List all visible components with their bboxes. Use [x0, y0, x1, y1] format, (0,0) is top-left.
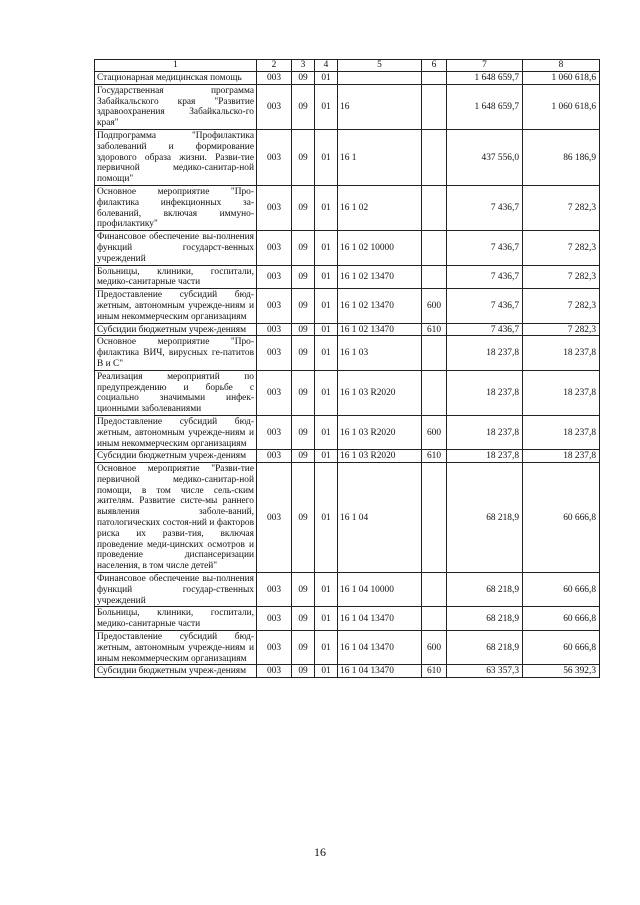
table-row: [95, 289, 600, 323]
amount-cell: 60 666,8: [523, 573, 600, 607]
admin-code-cell: 003: [257, 450, 292, 463]
target-article-cell: 16 1 02 13470: [338, 265, 422, 289]
section-cell: 09: [292, 231, 315, 265]
section-cell: 09: [292, 72, 315, 85]
target-article-cell: 16 1 04 13470: [338, 607, 422, 631]
subsection-cell: 01: [315, 129, 338, 185]
subsection-cell: 01: [315, 265, 338, 289]
row-name-cell: Стационарная медицинская помощь: [95, 72, 257, 85]
section-cell: 09: [292, 336, 315, 370]
amount-cell: 7 282,3: [523, 185, 600, 230]
admin-code-cell: 003: [257, 265, 292, 289]
amount-cell: 56 392,3: [523, 665, 600, 678]
table-row: [95, 84, 600, 129]
page-number: 16: [314, 845, 326, 859]
target-article-cell: 16 1 02 10000: [338, 231, 422, 265]
subsection-cell: 01: [315, 72, 338, 85]
subsection-cell: 01: [315, 415, 338, 449]
amount-cell: 7 282,3: [523, 323, 600, 336]
amount-cell: 1 060 618,6: [523, 72, 600, 85]
expense-type-cell: [422, 370, 447, 415]
expense-type-cell: 610: [422, 665, 447, 678]
section-cell: 09: [292, 289, 315, 323]
section-cell: 09: [292, 573, 315, 607]
table-row: [95, 665, 600, 678]
subsection-cell: 01: [315, 631, 338, 665]
target-article-cell: 16 1: [338, 129, 422, 185]
amount-cell: 63 357,3: [447, 665, 523, 678]
header-cell: 8: [523, 60, 600, 72]
table-row: [95, 231, 600, 265]
expense-type-cell: [422, 185, 447, 230]
row-name-cell: Субсидии бюджетным учреж-дениям: [95, 665, 257, 678]
header-cell: 7: [447, 60, 523, 72]
target-article-cell: 16 1 04 10000: [338, 573, 422, 607]
amount-cell: 18 237,8: [523, 450, 600, 463]
amount-cell: 1 648 659,7: [447, 84, 523, 129]
row-name-cell: Основное мероприятие "Про-филактика инфекционных за-болеваний, включая иммуно-профилактику": [95, 185, 257, 230]
expense-type-cell: [422, 265, 447, 289]
expense-type-cell: [422, 72, 447, 85]
expense-type-cell: 600: [422, 631, 447, 665]
admin-code-cell: 003: [257, 72, 292, 85]
amount-cell: 7 282,3: [523, 231, 600, 265]
subsection-cell: 01: [315, 84, 338, 129]
budget-table: [94, 59, 600, 678]
row-name-cell: Предоставление субсидий бюд-жетным, автономным учрежде-ниям и иным некоммерческим организациям: [95, 415, 257, 449]
row-name-cell: Государственная программа Забайкальского края "Развитие здравоохранения Забайкальско-го края": [95, 84, 257, 129]
section-cell: 09: [292, 665, 315, 678]
header-cell: 1: [95, 60, 257, 72]
amount-cell: 7 282,3: [523, 289, 600, 323]
table-row: [95, 450, 600, 463]
admin-code-cell: 003: [257, 607, 292, 631]
table-row: [95, 607, 600, 631]
amount-cell: 1 060 618,6: [523, 84, 600, 129]
section-cell: 09: [292, 265, 315, 289]
expense-type-cell: [422, 336, 447, 370]
section-cell: 09: [292, 463, 315, 573]
row-name-cell: Субсидии бюджетным учреж-дениям: [95, 450, 257, 463]
header-cell: 6: [422, 60, 447, 72]
section-cell: 09: [292, 129, 315, 185]
amount-cell: 18 237,8: [523, 370, 600, 415]
amount-cell: 18 237,8: [447, 415, 523, 449]
table-row: [95, 370, 600, 415]
amount-cell: 7 282,3: [523, 265, 600, 289]
table-row: [95, 72, 600, 85]
table-row: [95, 631, 600, 665]
header-cell: 3: [292, 60, 315, 72]
row-name-cell: Финансовое обеспечение вы-полнения функций государ-ственных учреждений: [95, 573, 257, 607]
table-row: [95, 573, 600, 607]
admin-code-cell: 003: [257, 631, 292, 665]
amount-cell: 18 237,8: [447, 370, 523, 415]
target-article-cell: 16 1 03 R2020: [338, 450, 422, 463]
section-cell: 09: [292, 84, 315, 129]
expense-type-cell: [422, 84, 447, 129]
expense-type-cell: 600: [422, 415, 447, 449]
row-name-cell: Основное мероприятие "Про-филактика ВИЧ, вирусных ге-патитов В и С": [95, 336, 257, 370]
target-article-cell: 16 1 03 R2020: [338, 370, 422, 415]
amount-cell: 7 436,7: [447, 289, 523, 323]
amount-cell: 68 218,9: [447, 631, 523, 665]
section-cell: 09: [292, 450, 315, 463]
amount-cell: 1 648 659,7: [447, 72, 523, 85]
admin-code-cell: 003: [257, 665, 292, 678]
section-cell: 09: [292, 323, 315, 336]
row-name-cell: Предоставление субсидий бюд-жетным, автономным учрежде-ниям и иным некоммерческим организациям: [95, 289, 257, 323]
header-cell: 5: [338, 60, 422, 72]
header-cell: 2: [257, 60, 292, 72]
table-row: [95, 185, 600, 230]
expense-type-cell: 610: [422, 450, 447, 463]
table-row: [95, 415, 600, 449]
admin-code-cell: 003: [257, 415, 292, 449]
table-row: [95, 265, 600, 289]
admin-code-cell: 003: [257, 323, 292, 336]
subsection-cell: 01: [315, 231, 338, 265]
amount-cell: 18 237,8: [447, 336, 523, 370]
admin-code-cell: 003: [257, 231, 292, 265]
subsection-cell: 01: [315, 370, 338, 415]
target-article-cell: 16 1 04: [338, 463, 422, 573]
amount-cell: 60 666,8: [523, 631, 600, 665]
target-article-cell: [338, 72, 422, 85]
row-name-cell: Реализация мероприятий по предупреждению и борьбе с социально значимыми инфек-ционными заболеваниями: [95, 370, 257, 415]
section-cell: 09: [292, 607, 315, 631]
subsection-cell: 01: [315, 607, 338, 631]
row-name-cell: Больницы, клиники, госпитали, медико-санитарные части: [95, 607, 257, 631]
row-name-cell: Основное мероприятие "Разви-тие первичной медико-санитар-ной помощи, в том числе сель-ским жителям. Развитие систе-мы раннего выявления заболе-ваний, патологических состоя-ний и факторов риска их разви-тия, включая проведение меди-цинских осмотров и проведение диспансеризации населения, в том числе детей": [95, 463, 257, 573]
row-name-cell: Финансовое обеспечение вы-полнения функций государст-венных учреждений: [95, 231, 257, 265]
subsection-cell: 01: [315, 665, 338, 678]
admin-code-cell: 003: [257, 370, 292, 415]
target-article-cell: 16: [338, 84, 422, 129]
section-cell: 09: [292, 631, 315, 665]
expense-type-cell: [422, 463, 447, 573]
amount-cell: 60 666,8: [523, 607, 600, 631]
expense-type-cell: 600: [422, 289, 447, 323]
row-name-cell: Субсидии бюджетным учреж-дениям: [95, 323, 257, 336]
expense-type-cell: [422, 129, 447, 185]
admin-code-cell: 003: [257, 289, 292, 323]
target-article-cell: 16 1 02 13470: [338, 323, 422, 336]
amount-cell: 7 436,7: [447, 231, 523, 265]
amount-cell: 18 237,8: [523, 415, 600, 449]
header-cell: 4: [315, 60, 338, 72]
amount-cell: 18 237,8: [523, 336, 600, 370]
row-name-cell: Подпрограмма "Профилактика заболеваний и формирование здорового образа жизни. Разви-тие первичной медико-санитар-ной помощи": [95, 129, 257, 185]
amount-cell: 18 237,8: [447, 450, 523, 463]
admin-code-cell: 003: [257, 185, 292, 230]
expense-type-cell: [422, 573, 447, 607]
admin-code-cell: 003: [257, 129, 292, 185]
target-article-cell: 16 1 02: [338, 185, 422, 230]
admin-code-cell: 003: [257, 573, 292, 607]
subsection-cell: 01: [315, 336, 338, 370]
target-article-cell: 16 1 04 13470: [338, 665, 422, 678]
row-name-cell: Предоставление субсидий бюд-жетным, автономным учрежде-ниям и иным некоммерческим организациям: [95, 631, 257, 665]
target-article-cell: 16 1 02 13470: [338, 289, 422, 323]
table-row: [95, 323, 600, 336]
amount-cell: 7 436,7: [447, 185, 523, 230]
target-article-cell: 16 1 04 13470: [338, 631, 422, 665]
subsection-cell: 01: [315, 463, 338, 573]
expense-type-cell: [422, 607, 447, 631]
amount-cell: 86 186,9: [523, 129, 600, 185]
subsection-cell: 01: [315, 573, 338, 607]
section-cell: 09: [292, 370, 315, 415]
subsection-cell: 01: [315, 323, 338, 336]
table-header-row: [95, 60, 600, 72]
subsection-cell: 01: [315, 450, 338, 463]
amount-cell: 68 218,9: [447, 573, 523, 607]
section-cell: 09: [292, 415, 315, 449]
amount-cell: 7 436,7: [447, 265, 523, 289]
table-row: [95, 129, 600, 185]
table-row: [95, 336, 600, 370]
amount-cell: 7 436,7: [447, 323, 523, 336]
admin-code-cell: 003: [257, 84, 292, 129]
amount-cell: 437 556,0: [447, 129, 523, 185]
admin-code-cell: 003: [257, 463, 292, 573]
subsection-cell: 01: [315, 185, 338, 230]
admin-code-cell: 003: [257, 336, 292, 370]
target-article-cell: 16 1 03 R2020: [338, 415, 422, 449]
expense-type-cell: 610: [422, 323, 447, 336]
amount-cell: 60 666,8: [523, 463, 600, 573]
amount-cell: 68 218,9: [447, 607, 523, 631]
amount-cell: 68 218,9: [447, 463, 523, 573]
section-cell: 09: [292, 185, 315, 230]
row-name-cell: Больницы, клиники, госпитали, медико-санитарные части: [95, 265, 257, 289]
target-article-cell: 16 1 03: [338, 336, 422, 370]
subsection-cell: 01: [315, 289, 338, 323]
expense-type-cell: [422, 231, 447, 265]
table-row: [95, 463, 600, 573]
